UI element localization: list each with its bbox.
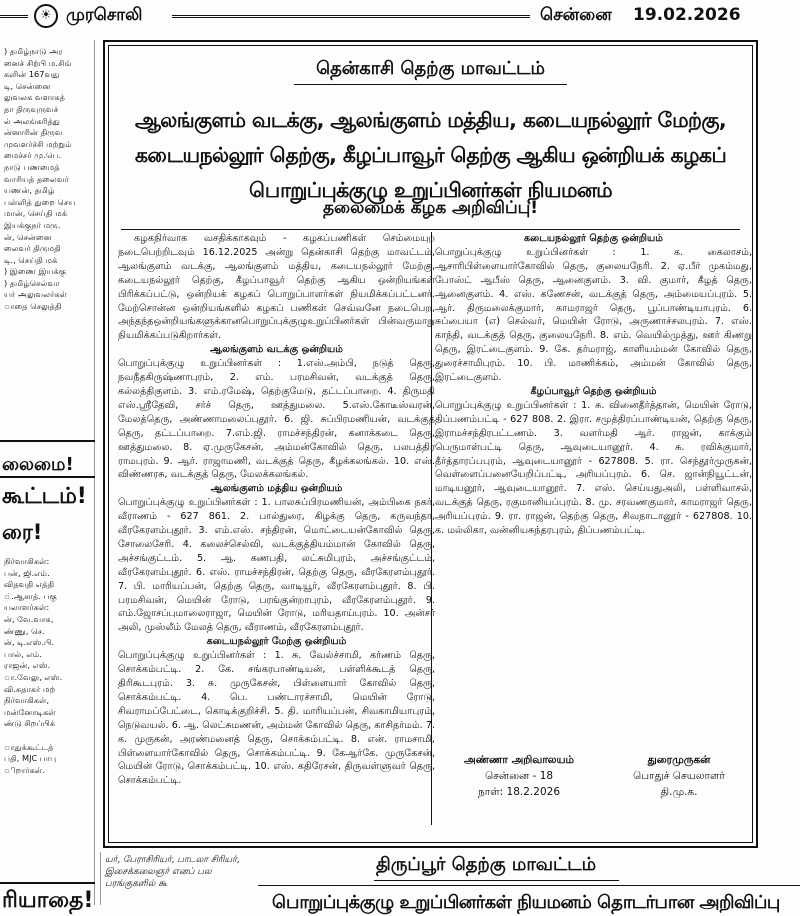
notice-inner — [108, 45, 753, 843]
masthead-rule — [172, 15, 530, 18]
masthead-city: சென்னை — [540, 5, 612, 25]
left-divider — [0, 440, 95, 442]
office-name: அண்ணா அறிவாலயம் — [464, 754, 574, 766]
left-column — [0, 40, 95, 913]
left-divider — [0, 882, 95, 884]
column-divider — [431, 232, 432, 825]
section-body: பொறுப்புக்குழு உறுப்பினர்கள் : 1.எஸ்.அம்பி, நடுத் தெரு, நவநீதகிருஷ்ணாபுரம், 2. எம். பரமசிவன், வடக்குத் தெரு, கல்லத்திகுளம். 3. எம்.ரமேஷ், தெற்குமேடு, தட்டப்பாறை. 4. திருமதி எஸ்.ஸ்ரீதேவி, சர்ச் தெரு, ஊத்துமலை. 5.எஸ்.கோடீஸ்வரன், மேலத்தெரு, அண்ணாமலைப்புதூர். 6. ஜி. சுப்பிரமணியன், வடக்குத் தெரு, தட்டப்பாறை. 7.எம்.ஜி. ராமச்சந்திரன், கனாக்கடை தெரு, ஊத்துமலை. 8. ஏ.முருகேசன், அம்மன்கோவில் தெரு, பலபத்திர ராமபுரம். 9. ஆர். ராஜாமணி, வடக்குத் தெரு, கீழக்கலங்கல். 10. எஸ். விண்ணரசு, வடக்குத் தெரு, மேலக்கலங்கல். — [118, 358, 435, 481]
section-body: பொறுப்புக்குழு உறுப்பினர்கள் : 1. சு. வேல்ச்சாமி, கர்ணம் தெரு, சொக்கம்பட்டி. 2. கே. சங்கரபாண்டியன், பள்ளிக்கூடத் தெரு, திரிகூடபுரம். 3. சு. முருகேசன், பிள்ளையார் கோவில் தெரு, சொக்கம்பட்டி. 4. பெ. பண்டாரச்சாமி, மெயின் ரோடு, சிவராமப்பேட்டை, கொடிக்குறிச்சி. 5. தி. மாரியப்பன், சிவகாமியாபுரம், நெடுவயல். 6. ஆ. லெட்சுமணன், அம்மன் கோவில் தெரு, காசிதர்மம். 7. க. முருகன், அரண்மனைத் தெரு, சொக்கம்பட்டி. 8. என். ராமசாமி, பிள்ளையார்கோவில் தெரு, சொக்கம்பட்டி. 9. கேஆர்கே. முருகேசன், மெயின் ரோடு, சொக்கம்பட்டி. 10. எஸ். கதிரேசன், திருவள்ளுவர் தெரு, சொக்கம்பட்டி. — [118, 650, 435, 787]
intro-paragraph: கழகநிர்வாக வசதிக்காகவும் - கழகப்பணிகள் செம்மையுற நடைபெற்றிடவும் 16.12.2025 அன்று தென்காசி தெற்கு மாவட்டம், ஆலங்குளம் வடக்கு, ஆலங்குளம் மத்திய, கடையநல்லூர் மேற்கு, கடையநல்லூர் தெற்கு, கீழப்பாவூர் தெற்கு ஆகிய ஒன்றியங்கள் பிரிக்கப்பட்டு, ஒன்றியக் கழகப் பொறுப்பாளர்கள் நியமிக்கப்பட்டனர். மேற்சொன்ன ஒன்றியங்களில் கழகப் பணிகள் செவ்வனே நடைபெற, அந்தந்தஒன்றியங்களுக்கானபொறுப்புக்குழுஉறுப்பினர்கள் பின்வருமாறு நியமிக்கப்படுகிறார்கள். — [118, 233, 435, 342]
district-underline — [294, 84, 567, 85]
bottom-article-snippet: யர், பேராசிரியர், பாடலா சிரியர், இசைக்கலைஞர் எனப் பல பரங்குகளில் கூ — [100, 852, 250, 905]
section-heading: கடையநல்லூர் மேற்கு ஒன்றியம் — [206, 636, 347, 648]
notice-box — [103, 40, 758, 848]
district-title: தென்காசி தெற்கு மாவட்டம் — [316, 58, 545, 79]
section-body: பொறுப்புக்குழு உறுப்பினர்கள் : 1. சு. வினைதீர்த்தான், மெயின் ரோடு, திப்பணம்பட்டி - 627 808. 2. இரா. சமுத்திரப்பாண்டியன், தெற்கு தெரு, இராமச்சந்திரபட்டணம். 3. வளர்மதி ஆர். ராஜன், காக்கும் பெருமாள்பட்டி தெரு, ஆவுடையானூர். 4. சு. ரவிக்குமார், தீர்த்தாரப்பபுரம், ஆவுடையானூர் - 627808. 5. ரா. செந்தூர்முருகன், வெள்ளைப்பனையேறிப்பட்டி, அரியப்புரம். 6. செ. ஜான்நியூட்டன், மாடியனூர், ஆவுடையானூர். 7. எஸ். செய்யதுஅலி, பள்ளிவாசல், வடக்குத் தெரு, ரகுமானியப்புரம். 8. மு. சரவணகுமார், காமராஜர் தெரு, அரியப்புரம். 9. ரா. ராஜன், தெற்கு தெரு, சிவநாடானூர் - 627808. 10. க. மல்லிகா, வன்னியசுந்தரபுரம், திப்பணம்பட்டி. — [435, 399, 752, 537]
notice-date: நாள்: 18.2.2026 — [477, 786, 560, 798]
section-heading: கீழப்பாவூர் தெற்கு ஒன்றியம் — [530, 385, 657, 397]
paper-name: முரசொலி — [66, 5, 143, 25]
next-district-underline — [374, 880, 619, 881]
next-notice-headline: பொறுப்புக்குழு உறுப்பினர்கள் நியமனம் தொடர்பான அறிவிப்பு — [272, 892, 780, 913]
left-article-top: ) தமிழ்நாடு அர னைச் சிற்பி ம.சிங் களின் 167வது டி, சென்னை லுவலக வளாகத் தா திருவுருவச் ல் அலங்கரித்து ன்னாரின் திருவ முவளர்ச்சி மற்றும் மைச்சர் மு.பெ. நாடு பணமைத் வாரியத் தலைவர் யணன், தமிழ் பள்ளித் துறை செய மான், செய்தி மக் இயக்குநர் மரு. ன், சென்னை லைவர் திருமதி டி., செய்தி மக் ) இணை இயக்கு ) தமிழ்செல்வா யர் அலுவலர்கள் ாதை செலுத்தி — [4, 46, 76, 312]
office-city: சென்னை - 18 — [484, 770, 554, 782]
left-heading-3: ரை! — [2, 520, 43, 544]
next-notice-rule — [258, 885, 800, 886]
section-heading: ஆலங்குளம் மத்திய ஒன்றியம் — [210, 483, 343, 495]
author-name: துரைமுருகன் — [647, 754, 711, 766]
masthead-date: 19.02.2026 — [633, 5, 741, 25]
masthead — [0, 0, 800, 36]
left-heading-2: கூட்டம்! — [2, 484, 87, 509]
notice-headline: ஆலங்குளம் வடக்கு, ஆலங்குளம் மத்திய, கடையநல்லூர் மேற்கு, கடையநல்லூர் தெற்கு, கீழப்பாவூர் தெற்கு ஆகிய ஒன்றியக் கழகப் பொறுப்புக்குழு உறுப்பினர்கள் நியமனம் — [134, 108, 727, 202]
notice-column-right — [435, 232, 752, 538]
left-divider — [0, 476, 95, 478]
left-heading-1: லைமை! — [2, 454, 74, 475]
masthead-rule-left — [0, 15, 28, 18]
author-role: பொதுச் செயலாளர் — [633, 770, 725, 782]
section-body: பொறுப்புக்குழு உறுப்பினர்கள் : 1. க. கைலாசம், ஆசாரிபிள்ளையார்கோவில் தெரு, குலையநேரி. 2. ஏ.பீர் முகம்மது, போஸ்ட் ஆபீஸ் தெரு, ஆனைகுளம். 3. வி. குமார், கீழத் தெரு, ஆனைகுளம். 4. எஸ். கணேசன், வடக்குத் தெரு, அம்மையப்புரம். 5. ஆர். திருமலைக்குமார், காமராஜர் தெரு, பூப்பாண்டியாபுரம். 6. சுப்பையா (எ) செல்வர், மெயின் ரோடு, அருணாச்சலபுரம். 7. எஸ். காந்தி, வடக்குத் தெரு, குலையநேரி. 8. எம். வெயில்முத்து, ஊர் கிணறு தெரு, இரட்டைகுளம். 9. கே. தர்மராஜ், காளியம்மன் கோவில் தெரு, துரைச்சாமிபுரம். 10. பி. மாணிக்கம், அம்மன் கோவில் தெரு, இரட்டைகுளம். — [435, 246, 752, 384]
rising-sun-icon: ☀ — [34, 4, 58, 28]
next-district-title: திருப்பூர் தெற்கு மாவட்டம் — [376, 854, 597, 875]
notice-column-left — [118, 232, 436, 787]
section-heading: கடையநல்லூர் தெற்கு ஒன்றியம் — [524, 233, 663, 244]
left-article-bottom: நிர்வாகிகள்: பன், ஜி.எம். விதவதி எத்தி ்.ஆசாத். பகு யலாளர்கள்: ன், வே.வாசு, ண்ணு, செ. ன், டி.எஸ்.பி. பால், எம். ராஜன், எஸ். ா.வேலு, எஸ். வி.சுதாகர் மற் நிர்வாகிகள், மன்னோடிகள் ண்டு சிறப்பிக் ாதுக்கூட்டத் பதி, MJC பாபு ிறார்கள். — [4, 556, 63, 775]
signature-office — [449, 752, 589, 800]
next-notice — [258, 852, 800, 913]
author-party: தி.மு.க. — [660, 786, 698, 798]
announcement-title: தலைமைக் கழக அறிவிப்பு! — [322, 198, 539, 218]
section-heading: ஆலங்குளம் வடக்கு ஒன்றியம் — [210, 344, 343, 356]
left-heading-4: ரியாதை! — [2, 888, 94, 913]
sub-title-rule — [121, 229, 740, 230]
section-body: பொறுப்புக்குழு உறுப்பினர்கள் : 1. பாலசுப்பிரமணியன், அம்பிகை நகர், வீராணம் - 627 861. 2. பால்துரை, கிழக்கு தெரு, கருவந்தா, வீரகேரளம்புதூர். 3. எம்.எஸ். சந்திரன், மொட்டையன்கோவில் தெரு, சோலைசேரி. 4. கலைச்செல்வி, வடக்குத்தியம்மான் கோவில் தெரு, அச்சங்குட்டம். 5. ஆ. கணபதி, லட்சுமிபுரம், அச்சங்குட்டம், வீரகேரளம்புதூர். 6. எஸ். ராமச்சந்திரன், தெற்கு தெரு, வீரகேரளம்புதூர். 7. பி. மாரியப்பன், தெற்கு தெரு, வாடியூர், வீரகேரளம்புதூர். 8. பி. பரமசிவன், மெயின் ரோடு, பரங்குன்றாபுரம், வீரகேரளம்புதூர். 9. எம்.ஜோசப்புமாலைராஜா, மெயின் ரோடு, மரியதாய்புரம். 10. அன்சர் அலி, முஸ்லீம் மேலத் தெரு, வீராணம், வீரகேரளம்புதூர். — [118, 497, 436, 634]
signature-author — [609, 752, 749, 800]
